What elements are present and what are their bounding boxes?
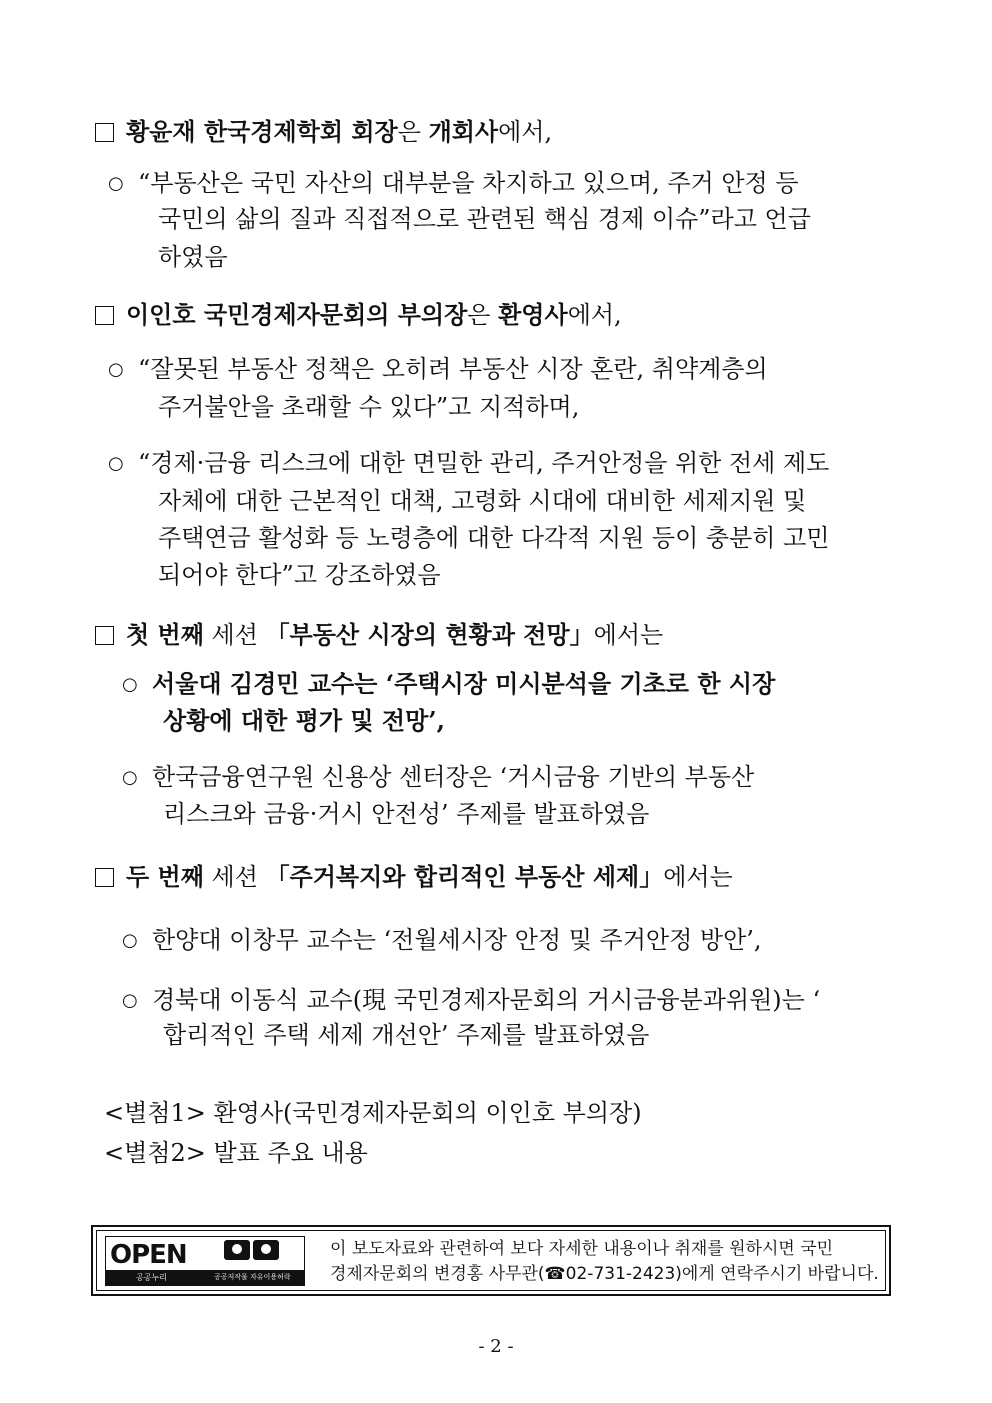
bullet-1-1-cont2: 하였음 — [158, 243, 228, 271]
bullet-2-2: ○ “경제·금융 리스크에 대한 면밀한 관리, 주거안정을 위한 전세 제도 — [108, 449, 830, 477]
circle-bullet-icon: ○ — [122, 767, 138, 788]
bullet-3-2-cont: 리스크와 금융·거시 안전성’ 주제를 발표하였음 — [163, 800, 650, 828]
bullet-2-1-cont: 주거불안을 초래할 수 있다”고 지적하며, — [158, 393, 580, 421]
bullet-2-2-cont2: 주택연금 활성화 등 노령층에 대한 다각적 지원 등이 충분히 고민 — [158, 524, 830, 552]
circle-bullet-icon: ○ — [122, 930, 138, 951]
license-icons — [224, 1240, 282, 1264]
section-heading-1: 황윤재 한국경제학회 회장은 개회사에서, — [95, 117, 552, 147]
attribution-icon — [224, 1240, 250, 1260]
noncommercial-icon — [253, 1240, 279, 1260]
bullet-2-2-cont: 자체에 대한 근본적인 대책, 고령화 시대에 대비한 세제지원 및 — [158, 487, 807, 515]
circle-bullet-icon: ○ — [122, 990, 138, 1011]
bullet-1-1: ○ “부동산은 국민 자산의 대부분을 차지하고 있으며, 주거 안정 등 — [108, 169, 799, 197]
bullet-2-1: ○ “잘못된 부동산 정책은 오히려 부동산 시장 혼란, 취약계층의 — [108, 355, 768, 383]
open-government-license-logo: OPEN 공공누리 공공저작물 자유이용허락 — [105, 1236, 305, 1286]
checkbox-square-icon — [95, 306, 114, 325]
bullet-2-2-cont3: 되어야 한다”고 강조하였음 — [158, 561, 441, 589]
bullet-4-2-cont: 합리적인 주택 세제 개선안’ 주제를 발표하였음 — [163, 1021, 650, 1049]
circle-bullet-icon: ○ — [122, 674, 138, 695]
checkbox-square-icon — [95, 123, 114, 142]
section-heading-4: 두 번째 세션 「주거복지와 합리적인 부동산 세제」에서는 — [95, 862, 733, 892]
bullet-4-2: ○ 경북대 이동식 교수(現 국민경제자문회의 거시금융분과위원)는 ‘ — [122, 986, 821, 1014]
bullet-1-1-cont: 국민의 삶의 질과 직접적으로 관련된 핵심 경제 이슈”라고 언급 — [158, 205, 811, 233]
checkbox-square-icon — [95, 868, 114, 887]
bullet-3-2: ○ 한국금융연구원 신용상 센터장은 ‘거시금융 기반의 부동산 — [122, 763, 755, 791]
checkbox-square-icon — [95, 626, 114, 645]
contact-info-box — [91, 1225, 891, 1296]
contact-text-line-2: 경제자문회의 변경홍 사무관(☎02-731-2423)에게 연락주시기 바랍니다. — [330, 1264, 879, 1284]
section-heading-3: 첫 번째 세션 「부동산 시장의 현황과 전망」에서는 — [95, 620, 663, 650]
attachment-2: <별첨2> 발표 주요 내용 — [104, 1139, 368, 1167]
page-number: - 2 - — [478, 1336, 514, 1357]
bullet-3-1-cont: 상황에 대한 평가 및 전망’, — [163, 706, 445, 735]
circle-bullet-icon: ○ — [108, 453, 124, 474]
circle-bullet-icon: ○ — [108, 173, 124, 194]
ogl-caption-bar: 공공누리 공공저작물 자유이용허락 — [106, 1270, 304, 1285]
circle-bullet-icon: ○ — [108, 359, 124, 380]
contact-text-line-1: 이 보도자료와 관련하여 보다 자세한 내용이나 취재를 원하시면 국민 — [330, 1239, 834, 1259]
bullet-3-1: ○ 서울대 김경민 교수는 ‘주택시장 미시분석을 기초로 한 시장 — [122, 669, 776, 698]
attachment-1: <별첨1> 환영사(국민경제자문회의 이인호 부의장) — [104, 1099, 642, 1127]
section-heading-2: 이인호 국민경제자문회의 부의장은 환영사에서, — [95, 300, 622, 330]
bullet-4-1: ○ 한양대 이창무 교수는 ‘전월세시장 안정 및 주거안정 방안’, — [122, 926, 762, 954]
